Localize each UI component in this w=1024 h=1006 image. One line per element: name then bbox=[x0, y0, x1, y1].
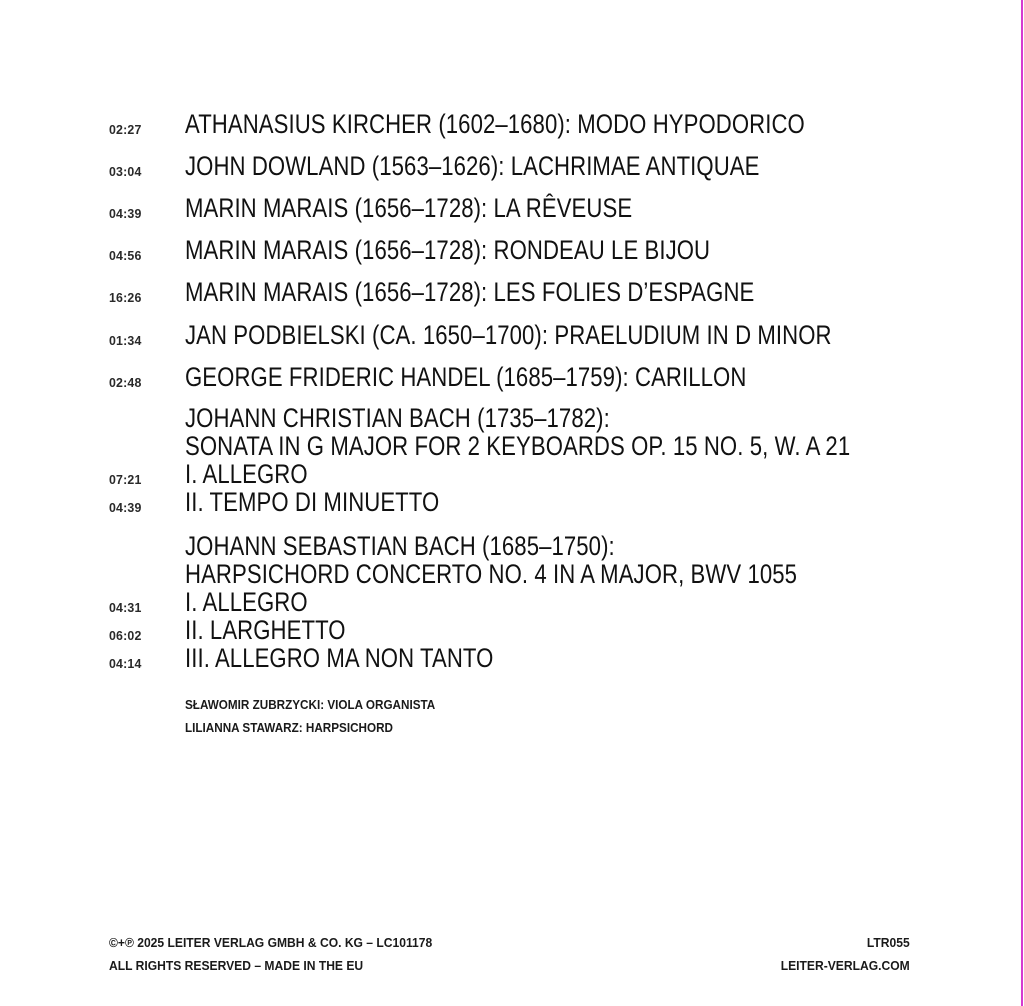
track-duration: 16:26 bbox=[109, 290, 142, 305]
track-title: MARIN MARAIS (1656–1728): RONDEAU LE BIJOU bbox=[185, 235, 711, 265]
movement-row bbox=[0, 587, 1000, 617]
movement-duration: 04:14 bbox=[109, 656, 142, 671]
group-work-row bbox=[0, 559, 1000, 589]
movement-title: I. ALLEGRO bbox=[185, 587, 308, 617]
footer-legal bbox=[109, 931, 432, 977]
movement-title: II. TEMPO DI MINUETTO bbox=[185, 487, 440, 517]
credit-line: SŁAWOMIR ZUBRZYCKI: VIOLA ORGANISTA bbox=[185, 697, 436, 712]
track-row bbox=[0, 235, 1000, 265]
movement-title: I. ALLEGRO bbox=[185, 459, 308, 489]
track-title: JAN PODBIELSKI (CA. 1650–1700): PRAELUDIUM IN D MINOR bbox=[185, 320, 832, 350]
track-row bbox=[0, 320, 1000, 350]
track-duration: 04:39 bbox=[109, 206, 142, 221]
track-title: GEORGE FRIDERIC HANDEL (1685–1759): CARILLON bbox=[185, 362, 747, 392]
track-row bbox=[0, 362, 1000, 392]
group-composer: JOHANN SEBASTIAN BACH (1685–1750): bbox=[185, 531, 615, 561]
movement-duration: 07:21 bbox=[109, 472, 142, 487]
copyright-text: ©+℗ 2025 LEITER VERLAG GMBH & CO. KG – LC101178 bbox=[109, 935, 433, 950]
rights-text: ALL RIGHTS RESERVED – MADE IN THE EU bbox=[109, 958, 364, 973]
track-title: JOHN DOWLAND (1563–1626): LACHRIMAE ANTIQUAE bbox=[185, 151, 760, 181]
track-title: MARIN MARAIS (1656–1728): LA RÊVEUSE bbox=[185, 193, 633, 223]
group-work-row bbox=[0, 431, 1000, 461]
movement-row bbox=[0, 615, 1000, 645]
track-duration: 04:56 bbox=[109, 248, 142, 263]
performer-credits bbox=[185, 693, 435, 739]
website-text: LEITER-VERLAG.COM bbox=[781, 958, 910, 973]
track-duration: 02:48 bbox=[109, 375, 142, 390]
track-duration: 01:34 bbox=[109, 333, 142, 348]
track-row bbox=[0, 151, 1000, 181]
track-duration: 03:04 bbox=[109, 164, 142, 179]
movement-title: II. LARGHETTO bbox=[185, 615, 346, 645]
track-title: ATHANASIUS KIRCHER (1602–1680): MODO HYPODORICO bbox=[185, 109, 805, 139]
track-row bbox=[0, 109, 1000, 139]
movement-title: III. ALLEGRO MA NON TANTO bbox=[185, 643, 494, 673]
group-composer: JOHANN CHRISTIAN BACH (1735–1782): bbox=[185, 403, 610, 433]
track-row bbox=[0, 277, 1000, 307]
group-composer-row bbox=[0, 403, 1000, 433]
group-work: HARPSICHORD CONCERTO NO. 4 IN A MAJOR, BWV 1055 bbox=[185, 559, 798, 589]
footer-label-info bbox=[781, 931, 910, 977]
movement-row bbox=[0, 643, 1000, 673]
movement-duration: 04:39 bbox=[109, 500, 142, 515]
catalog-number: LTR055 bbox=[867, 935, 910, 950]
credit-line: LILIANNA STAWARZ: HARPSICHORD bbox=[185, 720, 393, 735]
movement-duration: 06:02 bbox=[109, 628, 142, 643]
track-title: MARIN MARAIS (1656–1728): LES FOLIES D’ESPAGNE bbox=[185, 277, 755, 307]
track-row bbox=[0, 193, 1000, 223]
right-edge-line bbox=[1021, 0, 1023, 1006]
movement-row bbox=[0, 459, 1000, 489]
group-composer-row bbox=[0, 531, 1000, 561]
movement-duration: 04:31 bbox=[109, 600, 142, 615]
track-duration: 02:27 bbox=[109, 122, 142, 137]
movement-row bbox=[0, 487, 1000, 517]
group-work: SONATA IN G MAJOR FOR 2 KEYBOARDS OP. 15 NO. 5, W. A 21 bbox=[185, 431, 851, 461]
